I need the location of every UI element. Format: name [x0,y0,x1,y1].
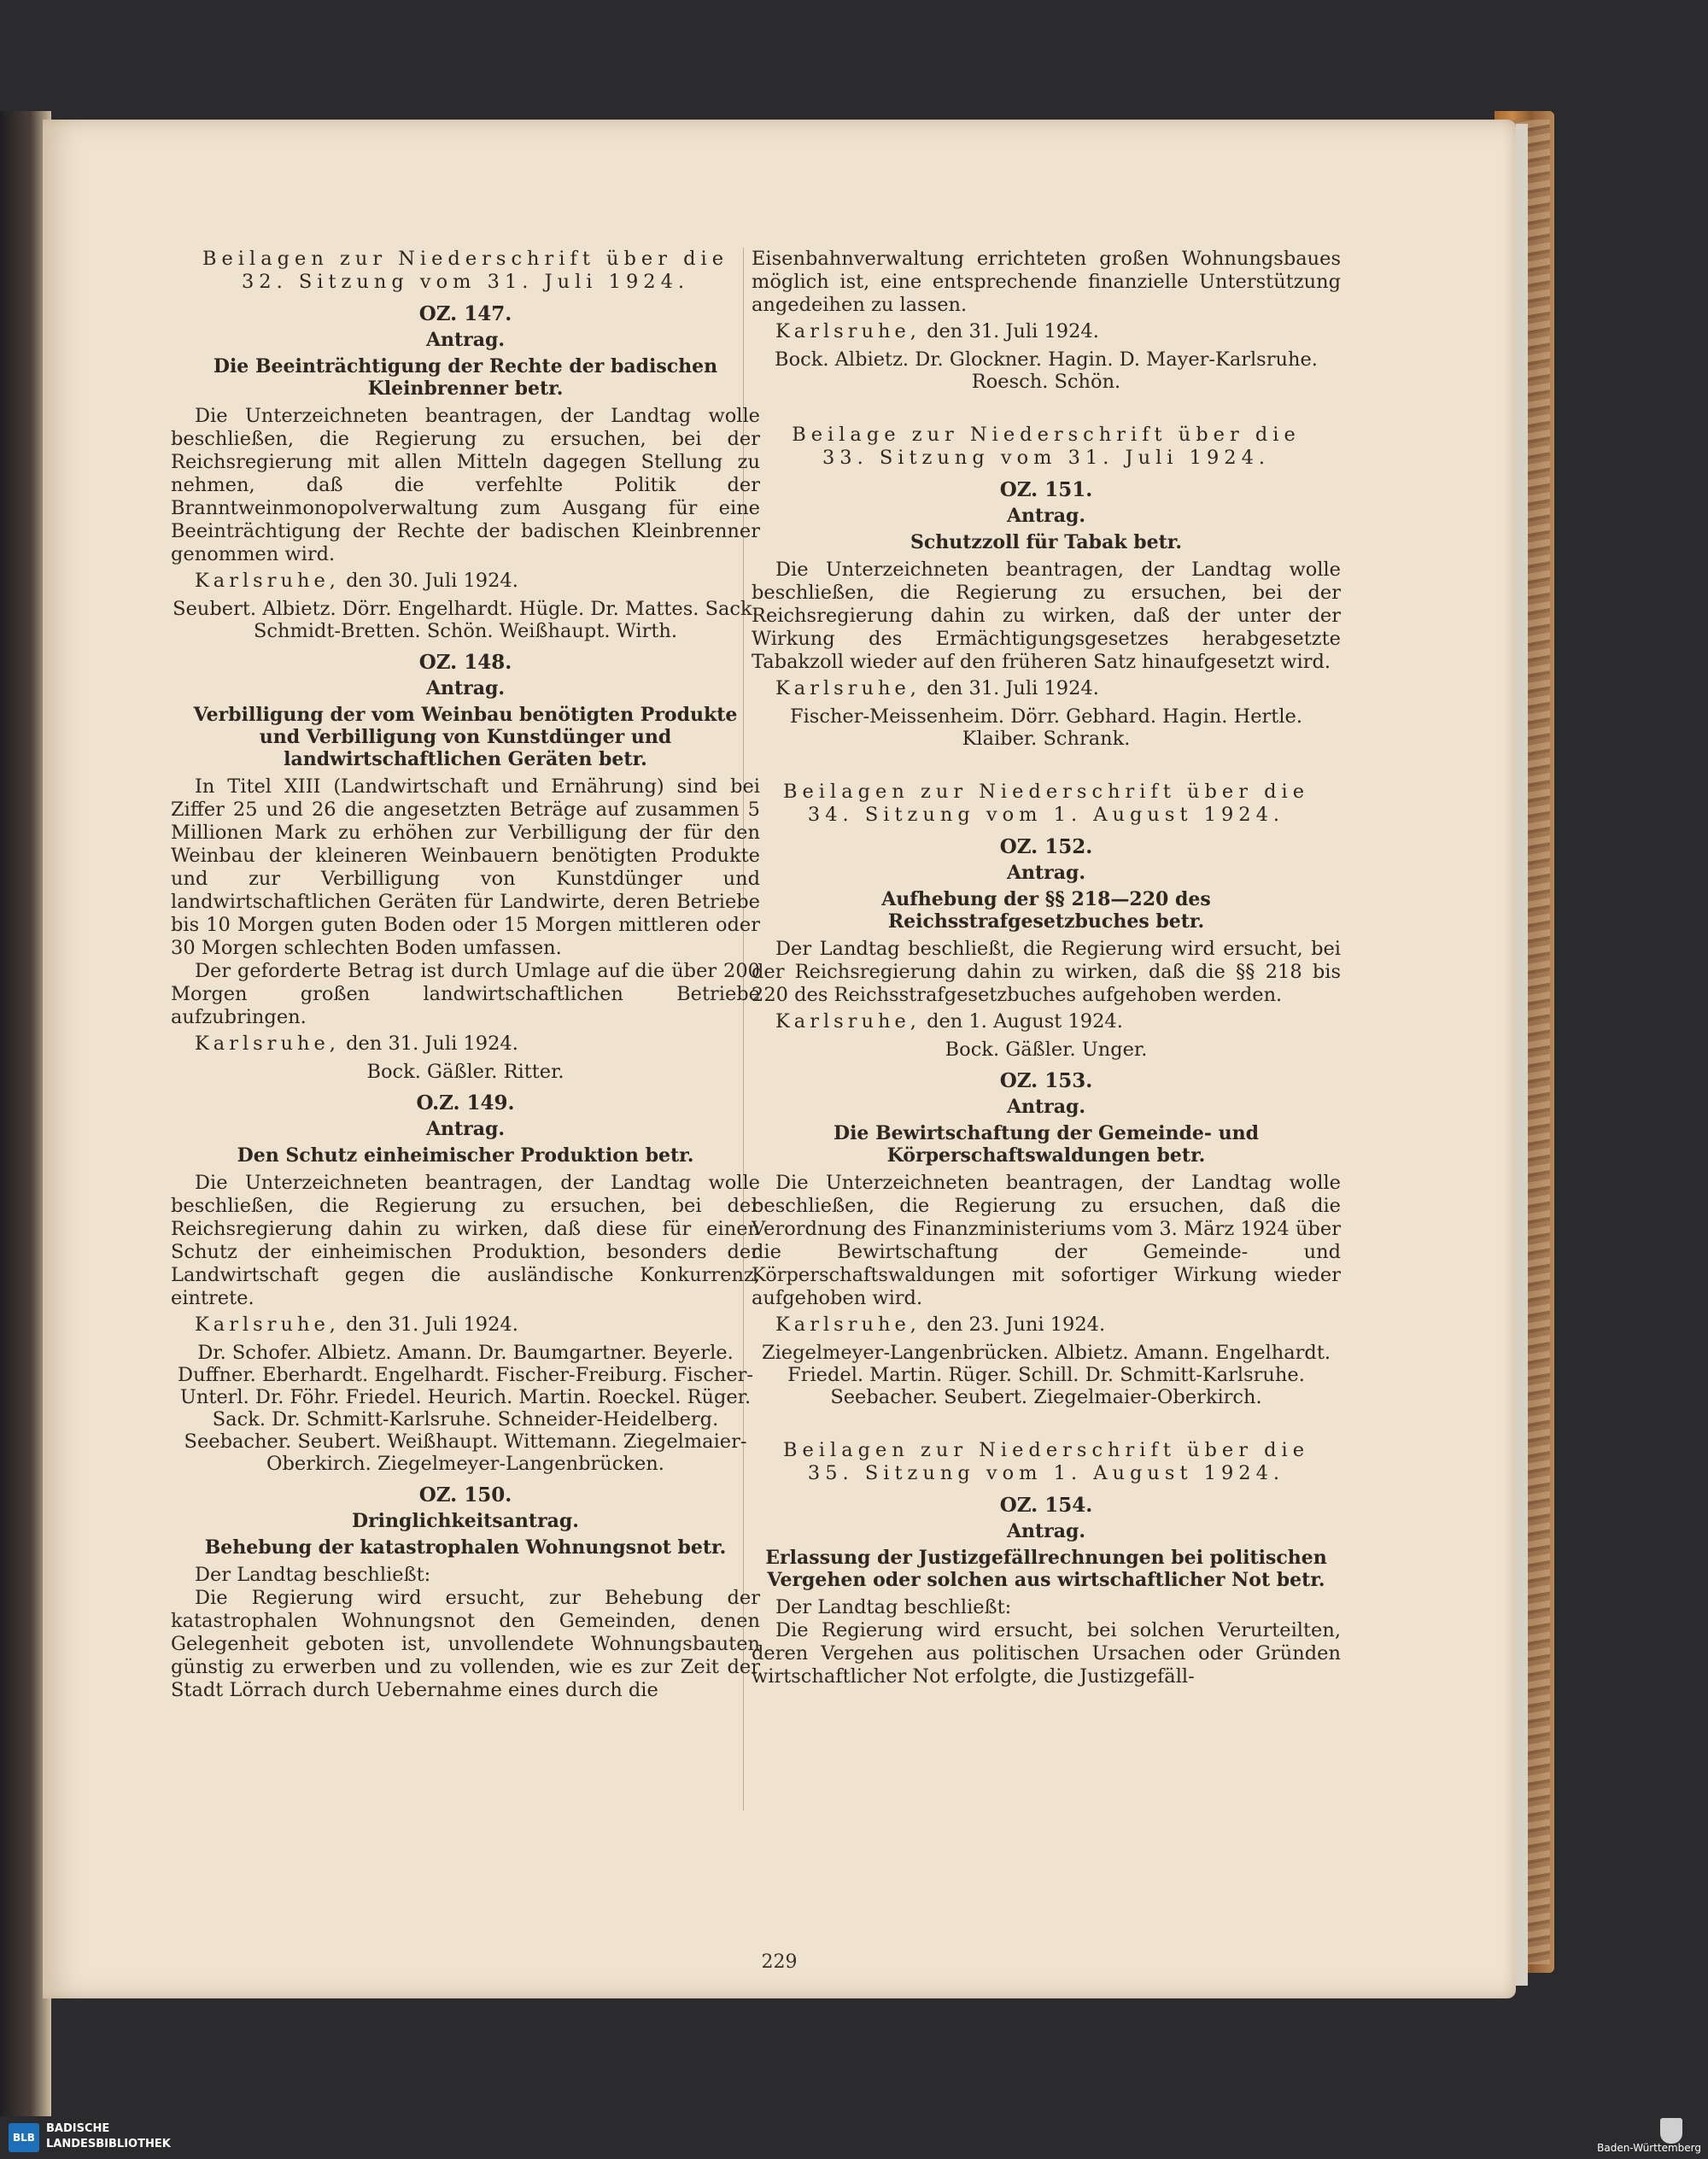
motion-type: Antrag. [425,1118,506,1140]
right-column [752,248,1341,1688]
spacer [752,1413,1341,1439]
motion-place-date [775,1010,1341,1033]
motion-type: Antrag. [1006,1520,1086,1542]
motion-body: In Titel XIII (Landwirtschaft und Ernährung) sind bei Ziffer 25 und 26 die angesetzten Beträge auf zusammen 5 Millionen Mark zu erhöhen zur Verbilligung der für den Weinbau der kleineren Weinbauern benötigten Produkte und zur Verbilligung von Kunstdünger und landwirtschaftlichen Geräten für Landwirte, deren Betriebe bis 10 Morgen guten Boden oder 15 Morgen mittleren oder 30 Morgen schlechten Boden umfassen. [171,775,760,959]
baden-wuerttemberg-crest-icon [1660,2118,1682,2144]
motion-number: OZ. 147. [418,302,512,325]
motion-body: Die Unterzeichneten beantragen, der Landtag wolle beschließen, die Regierung zu ersuchen, bei der Reichsregierung mit allen Mitteln dagegen Stellung zu nehmen, daß die verfehlte Politik der Branntweinmonopolverwaltung zum Ausgang für eine Beeinträchtigung der Rechte der badischen Kleinbrenner genommen wird. [171,405,760,565]
city: Karlsruhe, [775,320,921,342]
motion-title: Erlassung der Justizgefällrechnungen bei politischen Vergehen oder solchen aus wirtschaftlicher Not betr. [765,1547,1327,1591]
section-header: Beilagen zur Niederschrift über die [782,1439,1310,1461]
signatories: Bock. Gäßler. Ritter. [366,1061,564,1083]
motion-body: Die Unterzeichneten beantragen, der Landtag wolle beschließen, die Regierung zu ersuchen, bei der Reichsregierung dahin zu wirken, daß diese für einen Schutz der einheimischen Produktion, besonders der Landwirtschaft gegen die ausländische Konkurrenz, eintrete. [171,1172,760,1309]
motion-body: Die Regierung wird ersucht, zur Behebung der katastrophalen Wohnungsnot den Gemeinden, denen Gelegenheit geboten ist, unvollendete Wohnungsbauten günstig zu erwerben und zu vollenden, wie es zur Zeit der Stadt Lörrach durch Uebernahme eines durch die [171,1587,760,1701]
city: Karlsruhe, [775,1010,921,1033]
motion-152 [752,835,1341,1061]
date: den 23. Juni 1924. [927,1314,1106,1336]
motion-place-date [775,320,1341,343]
date: den 1. August 1924. [927,1010,1123,1033]
motion-intro: Der Landtag beschließt: [195,1564,431,1586]
motion-title: Aufhebung der §§ 218—220 des Reichsstrafgesetzbuches betr. [881,888,1211,933]
motion-title: Schutzzoll für Tabak betr. [910,531,1182,553]
motion-148 [171,651,760,1083]
signatories: Bock. Gäßler. Unger. [945,1039,1148,1061]
city: Karlsruhe, [195,1033,340,1055]
section-header: 35. Sitzung vom 1. August 1924. [807,1462,1285,1484]
footer-bar [0,2116,1708,2159]
motion-body: Der Landtag beschließt, die Regierung wird ersucht, bei der Reichsregierung dahin zu wirken, daß die §§ 218 bis 220 des Reichsstrafgesetzbuches aufgehoben werden. [752,938,1341,1006]
date: den 31. Juli 1924. [927,320,1099,342]
motion-type: Antrag. [1006,505,1086,527]
motion-body-continued: Eisenbahnverwaltung errichteten großen Wohnungsbaues möglich ist, eine entsprechende finanzielle Unterstützung angedeihen zu lassen. [752,248,1341,316]
motion-body: Der geforderte Betrag ist durch Umlage auf die über 200 Morgen großen landwirtschaftlichen Betriebe aufzubringen. [171,960,760,1028]
section-header: 34. Sitzung vom 1. August 1924. [807,804,1285,826]
section-header: Beilage zur Niederschrift über die [792,424,1301,446]
motion-number: OZ. 148. [418,651,512,674]
page-number: 229 [761,1951,798,1973]
motion-title: Den Schutz einheimischer Produktion betr. [237,1144,694,1167]
library-name[interactable] [46,2121,171,2152]
city: Karlsruhe, [775,677,921,699]
motion-number: OZ. 150. [418,1483,512,1507]
motion-number: OZ. 152. [999,835,1093,858]
spacer [752,755,1341,781]
motion-number: OZ. 153. [999,1069,1093,1092]
section-header: 32. Sitzung vom 31. Juli 1924. [241,271,690,293]
signatories: Ziegelmeyer-Langenbrücken. Albietz. Amann. Engelhardt. Friedel. Martin. Rüger. Schill. Dr. Schmitt-Karlsruhe. Seebacher. Seubert. Ziegelmaier-Oberkirch. [761,1342,1331,1408]
motion-151 [752,478,1341,750]
page-edge [1516,124,1528,1986]
motion-title: Verbilligung der vom Weinbau benötigten Produkte und Verbilligung von Kunstdünger und landwirtschaftlichen Geräten betr. [193,704,738,770]
motion-place-date [775,677,1341,700]
library-name-line1: BADISCHE [46,2122,110,2135]
motion-number: OZ. 154. [999,1494,1093,1517]
date: den 31. Juli 1924. [346,1033,518,1055]
signatories: Seubert. Albietz. Dörr. Engelhardt. Hügle. Dr. Mattes. Sack. Schmidt-Bretten. Schön. Weißhaupt. Wirth. [173,598,758,642]
motion-title: Die Bewirtschaftung der Gemeinde- und Körperschaftswaldungen betr. [833,1122,1259,1167]
motion-place-date [195,570,760,593]
section-header: Beilagen zur Niederschrift über die [202,248,729,270]
motion-147 [171,302,760,642]
city: Karlsruhe, [195,570,340,592]
motion-number: OZ. 151. [999,478,1093,501]
left-column [171,248,760,1702]
motion-intro: Der Landtag beschließt: [775,1596,1012,1618]
motion-type: Antrag. [425,677,506,699]
motion-place-date [775,1314,1341,1337]
motion-154 [752,1494,1341,1688]
date: den 31. Juli 1924. [927,677,1099,699]
motion-place-date [195,1314,760,1337]
blb-logo-icon[interactable]: BLB [9,2123,39,2152]
motion-type: Antrag. [425,329,506,351]
motion-type: Antrag. [1006,1096,1086,1118]
city: Karlsruhe, [775,1314,921,1336]
motion-title: Behebung der katastrophalen Wohnungsnot betr. [204,1536,727,1559]
state-label: Baden-Württemberg [1597,2142,1701,2154]
date: den 30. Juli 1924. [346,570,518,592]
motion-type: Dringlichkeitsantrag. [352,1510,579,1532]
section-header: 33. Sitzung vom 31. Juli 1924. [822,447,1271,469]
motion-type: Antrag. [1006,862,1086,884]
motion-body: Die Unterzeichneten beantragen, der Landtag wolle beschließen, die Regierung zu ersuchen, daß die Verordnung des Finanzministeriums vom 3. März 1924 über die Bewirtschaftung der Gemeinde- und Körperschaftswaldungen mit sofortiger Wirkung wieder aufgehoben wird. [752,1172,1341,1309]
date: den 31. Juli 1924. [346,1314,518,1336]
signatories: Fischer-Meissenheim. Dörr. Gebhard. Hagin. Hertle. Klaiber. Schrank. [789,705,1303,750]
signatories: Dr. Schofer. Albietz. Amann. Dr. Baumgartner. Beyerle. Duffner. Eberhardt. Engelhardt. Fischer-Freiburg. Fischer-Unterl. Dr. Föhr. Friedel. Heurich. Martin. Roeckel. Rüger. Sack. Dr. Schmitt-Karlsruhe. Schneider-Heidelberg. Seebacher. Seubert. Weißhaupt. Wittemann. Ziegelmaier-Oberkirch. Ziegelmeyer-Langenbrücken. [178,1342,753,1475]
spacer [752,398,1341,424]
section-header: Beilagen zur Niederschrift über die [782,781,1310,803]
motion-149 [171,1091,760,1475]
motion-place-date [195,1033,760,1056]
motion-title: Die Beeinträchtigung der Rechte der badischen Kleinbrenner betr. [213,355,718,400]
motion-number: O.Z. 149. [416,1091,515,1115]
library-name-line2: LANDESBIBLIOTHEK [46,2138,171,2150]
motion-150 [171,1483,760,1702]
motion-body: Die Regierung wird ersucht, bei solchen Verurteilten, deren Vergehen aus politischen Ursachen oder Gründen wirtschaftlicher Not erfolgte, die Justizgefäll- [752,1619,1341,1688]
motion-153 [752,1069,1341,1408]
city: Karlsruhe, [195,1314,340,1336]
signatories: Bock. Albietz. Dr. Glockner. Hagin. D. Mayer-Karlsruhe. Roesch. Schön. [775,348,1318,393]
motion-body: Die Unterzeichneten beantragen, der Landtag wolle beschließen, die Regierung zu ersuchen, bei der Reichsregierung dahin zu wirken, daß der unter der Wirkung des Ermächtigungsgesetzes herabgesetzte Tabakzoll wieder auf den früheren Satz hinaufgesetzt wird. [752,559,1341,673]
